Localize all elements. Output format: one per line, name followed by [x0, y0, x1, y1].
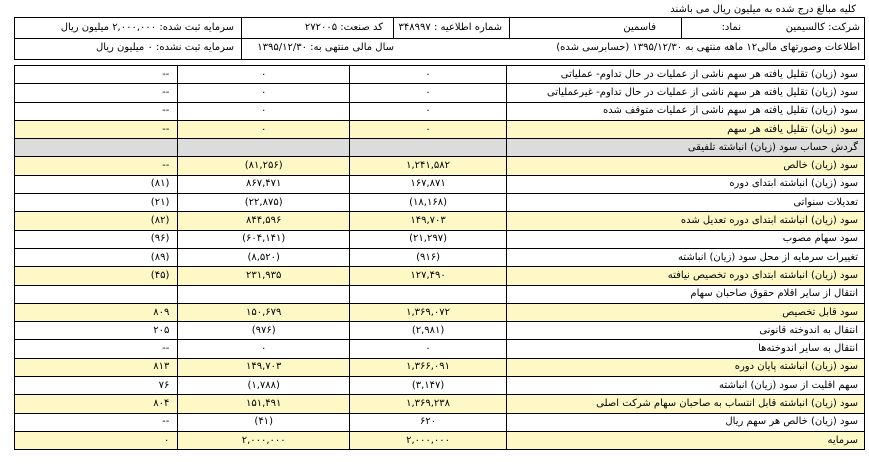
- row-value-previous: ۸۶۷,۴۷۱: [178, 175, 350, 193]
- row-value-change: ۰: [15, 431, 178, 449]
- row-label: انتقال به اندوخته قانونی: [507, 322, 865, 340]
- row-value-change: --: [15, 120, 178, 138]
- table-row: [15, 322, 865, 340]
- header-divider: [15, 38, 864, 39]
- row-value-previous: ۰: [178, 84, 350, 102]
- row-value-current: ۱۶۷,۸۷۱: [350, 175, 507, 193]
- row-value-change: (۸۹): [15, 248, 178, 266]
- row-label: سود سهام مصوب: [507, 230, 865, 248]
- row-value-current: ۶۲۰: [350, 413, 507, 431]
- row-value-previous: ۰: [178, 120, 350, 138]
- row-value-previous: (۸,۵۲۰): [178, 248, 350, 266]
- row-value-current: ۰: [350, 84, 507, 102]
- fiscal-year-end: سال مالی منتهی به: ۱۳۹۵/۱۲/۳۰: [257, 42, 394, 53]
- table-row: [15, 285, 865, 303]
- unregistered-capital: سرمایه ثبت نشده: ۰ میلیون ریال: [95, 42, 234, 53]
- row-label: سود (زیان) انباشته ابتدای دوره تخصیص نیافته: [507, 267, 865, 285]
- row-value-change: (۹۶): [15, 230, 178, 248]
- symbol-value: فاسمین: [623, 22, 656, 33]
- row-label: سود (زیان) انباشته ابتدای دوره تعدیل شده: [507, 212, 865, 230]
- row-value-change: ۸۰۹: [15, 303, 178, 321]
- table-row: [15, 267, 865, 285]
- table-row: [15, 303, 865, 321]
- row-value-current: ۰: [350, 66, 507, 84]
- table-row: [15, 102, 865, 120]
- row-value-change: --: [15, 84, 178, 102]
- table-row: [15, 230, 865, 248]
- financial-table: [14, 65, 865, 450]
- row-label: سود (زیان) تقلیل یافته هر سهم: [507, 120, 865, 138]
- row-value-previous: ۰: [178, 102, 350, 120]
- row-value-current: (۳,۱۴۷): [350, 377, 507, 395]
- row-label: تعدیلات سنواتی: [507, 194, 865, 212]
- row-value-current: ۱۲۷,۴۹۰: [350, 267, 507, 285]
- row-label: انتقال از سایر اقلام حقوق صاحبان سهام: [507, 285, 865, 303]
- table-row: [15, 395, 865, 413]
- row-value-change: --: [15, 340, 178, 358]
- row-value-current: ۰: [350, 102, 507, 120]
- row-value-previous: (۴۱): [178, 413, 350, 431]
- row-value-previous: ۸۴۴,۵۹۶: [178, 212, 350, 230]
- row-value-current: ۱,۳۶۹,۰۷۲: [350, 303, 507, 321]
- row-value-change: [15, 285, 178, 303]
- table-row: [15, 413, 865, 431]
- table-row: [15, 377, 865, 395]
- row-value-current: (۲۱,۲۹۷): [350, 230, 507, 248]
- header-col-divider: [509, 18, 510, 38]
- row-value-change: --: [15, 102, 178, 120]
- row-value-current: ۱۴۹,۷۰۳: [350, 212, 507, 230]
- row-value-change: --: [15, 66, 178, 84]
- row-value-previous: [178, 139, 350, 157]
- table-row: [15, 139, 865, 157]
- table-row: [15, 175, 865, 193]
- registered-capital: سرمایه ثبت شده: ۲,۰۰۰,۰۰۰ میلیون ریال: [60, 22, 234, 33]
- row-label: سود (زیان) خالص: [507, 157, 865, 175]
- row-value-previous: ۲,۰۰۰,۰۰۰: [178, 431, 350, 449]
- row-value-previous: ۱۴۹,۷۰۳: [178, 358, 350, 376]
- row-value-change: --: [15, 413, 178, 431]
- row-value-current: ۱,۳۶۹,۲۳۸: [350, 395, 507, 413]
- row-value-current: ۱,۲۴۱,۵۸۲: [350, 157, 507, 175]
- row-label: سود (زیان) خالص هر سهم ریال: [507, 413, 865, 431]
- row-value-previous: (۸۱,۲۵۶): [178, 157, 350, 175]
- table-row: [15, 431, 865, 449]
- row-label: تغییرات سرمایه از محل سود (زیان) انباشته: [507, 248, 865, 266]
- row-value-previous: ۱۵۰,۶۷۹: [178, 303, 350, 321]
- row-value-change: --: [15, 157, 178, 175]
- row-value-previous: ۲۳۱,۹۳۵: [178, 267, 350, 285]
- row-label: گردش حساب سود (زیان) انباشته تلفیقی: [507, 139, 865, 157]
- row-label: سود (زیان) انباشته پایان دوره: [507, 358, 865, 376]
- row-value-current: ۲,۰۰۰,۰۰۰: [350, 431, 507, 449]
- row-value-previous: (۱,۷۸۸): [178, 377, 350, 395]
- table-row: [15, 120, 865, 138]
- table-row: [15, 340, 865, 358]
- row-label: سود قابل تخصیص: [507, 303, 865, 321]
- symbol-label: نماد:: [721, 22, 741, 33]
- table-row: [15, 358, 865, 376]
- row-label: سود (زیان) تقلیل یافته هر سهم ناشی از عملیات متوقف شده: [507, 102, 865, 120]
- table-row: [15, 212, 865, 230]
- row-label: سود (زیان) انباشته قابل انتساب به صاحبان سهام شرکت اصلی: [507, 395, 865, 413]
- row-value-change: (۴۵): [15, 267, 178, 285]
- row-label: سهم اقلیت از سود (زیان) انباشته: [507, 377, 865, 395]
- row-label: سود (زیان) تقلیل یافته هر سهم ناشی از عملیات در حال تداوم- غیرعملیاتی: [507, 84, 865, 102]
- row-value-change: (۸۱): [15, 175, 178, 193]
- row-value-previous: ۰: [178, 66, 350, 84]
- row-value-change: ۲۰۵: [15, 322, 178, 340]
- row-value-current: ۰: [350, 120, 507, 138]
- industry-code: کد صنعت: ۲۷۲۰۰۵: [304, 22, 383, 33]
- notice-number: شماره اطلاعیه : ۳۴۸۹۹۷: [398, 22, 502, 33]
- header-col-divider: [393, 18, 394, 38]
- row-value-current: (۱۸,۱۶۸): [350, 194, 507, 212]
- row-label: سرمایه: [507, 431, 865, 449]
- row-value-current: [350, 285, 507, 303]
- amounts-note: کلیه مبالغ درج شده به میلیون ریال می باشند: [670, 4, 856, 15]
- report-header: [14, 17, 865, 60]
- row-value-current: (۹۱۶): [350, 248, 507, 266]
- table-row: [15, 157, 865, 175]
- row-label: انتقال به سایر اندوختەها: [507, 340, 865, 358]
- row-value-current: (۲,۹۸۱): [350, 322, 507, 340]
- row-value-previous: (۲۲,۸۷۵): [178, 194, 350, 212]
- row-value-previous: (۶۰۴,۱۴۱): [178, 230, 350, 248]
- row-value-current: ۱,۳۶۶,۰۹۱: [350, 358, 507, 376]
- row-label: سود (زیان) انباشته ابتدای دوره: [507, 175, 865, 193]
- row-value-change: [15, 139, 178, 157]
- row-label: سود (زیان) تقلیل یافته هر سهم ناشی از عملیات در حال تداوم- عملیاتی: [507, 66, 865, 84]
- header-col-divider: [241, 18, 242, 59]
- row-value-previous: ۱۵۱,۴۹۱: [178, 395, 350, 413]
- row-value-change: ۸۰۴: [15, 395, 178, 413]
- row-value-previous: ۰: [178, 340, 350, 358]
- table-row: [15, 194, 865, 212]
- row-value-change: ۸۱۳: [15, 358, 178, 376]
- table-row: [15, 66, 865, 84]
- row-value-previous: [178, 285, 350, 303]
- company-name: شرکت: کالسیمین: [785, 22, 860, 33]
- header-col-divider: [681, 18, 682, 38]
- table-row: [15, 248, 865, 266]
- row-value-change: ۷۶: [15, 377, 178, 395]
- report-description: اطلاعات وصورتهای مالی۱۲ ماهه منتهی به ۱۳۹۵/۱۲/۳۰ (حسابرسی شده): [556, 42, 860, 53]
- row-value-current: [350, 139, 507, 157]
- row-value-change: (۸۲): [15, 212, 178, 230]
- row-value-change: (۲۱): [15, 194, 178, 212]
- table-row: [15, 84, 865, 102]
- row-value-previous: (۹۷۶): [178, 322, 350, 340]
- row-value-current: ۰: [350, 340, 507, 358]
